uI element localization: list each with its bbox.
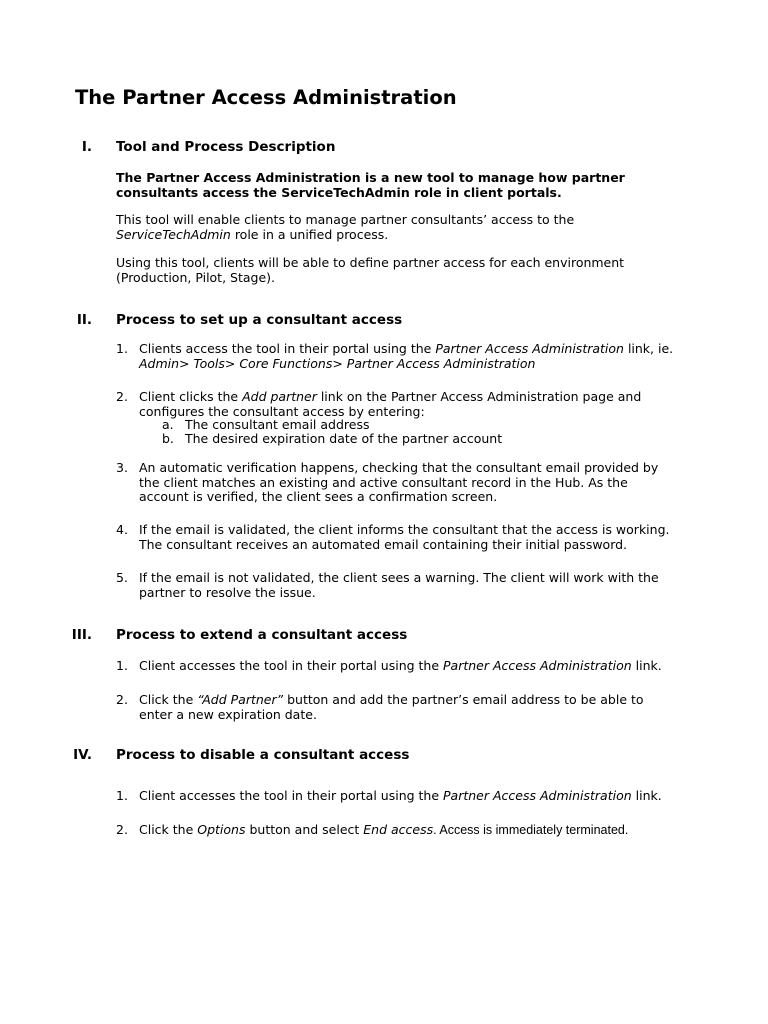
p3-line-2: (Production, Pilot, Stage). <box>116 269 276 285</box>
item-number: 3. <box>116 460 128 475</box>
item-text: Click the <box>139 692 198 707</box>
item-text: Client clicks the <box>139 389 243 404</box>
item-text: link on the Partner Access Administration page and <box>316 389 642 404</box>
item-text: button and select <box>245 822 364 837</box>
item-text: Client accesses the tool in their portal using the <box>139 788 444 803</box>
item-text: account is verified, the client sees a confirmation screen. <box>139 489 498 504</box>
item-text: link, ie. <box>623 341 674 356</box>
item-text: configures the consultant access by entering: <box>139 403 425 419</box>
item-button-text: “Add Partner” <box>197 692 284 707</box>
section-1-paragraph-3 <box>116 256 716 285</box>
item-text: . Access is immediately terminated. <box>433 823 629 837</box>
section-3-number: III. <box>71 627 92 643</box>
item-link-text: Partner Access Administration <box>435 341 624 356</box>
item-text: The consultant receives an automated email containing their initial password. <box>139 536 628 552</box>
section-3-title: Process to extend a consultant access <box>116 627 408 643</box>
section-1-paragraph-2 <box>116 213 716 242</box>
item-number: 1. <box>116 788 128 803</box>
item-text: button and add the partner’s email address to be able to <box>283 692 644 707</box>
item-text: link. <box>631 788 662 803</box>
item-number: 5. <box>116 570 128 585</box>
p3-line-1: Using this tool, clients will be able to define partner access for each environment <box>116 255 625 270</box>
item-number: 2. <box>116 692 128 707</box>
sub-item-text: The desired expiration date of the partner account <box>185 431 503 446</box>
item-button-text: Options <box>197 822 246 837</box>
item-link-text: Add partner <box>242 389 317 404</box>
section-1-title: Tool and Process Description <box>116 139 336 155</box>
section-2-title: Process to set up a consultant access <box>116 312 403 328</box>
p2-line-1: This tool will enable clients to manage partner consultants’ access to the <box>116 212 575 227</box>
item-link-text: Partner Access Administration <box>443 788 632 803</box>
p2-rest: role in a unified process. <box>230 226 389 242</box>
item-text: enter a new expiration date. <box>139 706 317 722</box>
item-text: partner to resolve the issue. <box>139 584 316 600</box>
sub-item-text: The consultant email address <box>185 417 370 432</box>
section-2-number: II. <box>76 312 92 328</box>
p2-line-2 <box>116 228 716 243</box>
item-number: 2. <box>116 822 128 837</box>
item-number: 1. <box>116 341 128 356</box>
item-text: Client accesses the tool in their portal using the <box>139 658 444 673</box>
section-4-number: IV. <box>73 747 92 763</box>
item-path-text: Admin> Tools> Core Functions> Partner Access Administration <box>139 355 536 371</box>
item-number: 2. <box>116 389 128 404</box>
item-text: the client matches an existing and active consultant record in the Hub. As the <box>139 474 628 490</box>
item-number: 1. <box>116 658 128 673</box>
item-text: Clients access the tool in their portal using the <box>139 341 436 356</box>
sub-item-letter: a. <box>162 417 174 432</box>
item-link-text: Partner Access Administration <box>443 658 632 673</box>
item-text: Click the <box>139 822 198 837</box>
item-text: If the email is validated, the client informs the consultant that the access is working. <box>139 522 670 537</box>
item-number: 4. <box>116 522 128 537</box>
intro-line-1: The Partner Access Administration is a new tool to manage how partner <box>116 170 625 185</box>
section-1-number: I. <box>81 139 92 155</box>
intro-line-2: consultants access the ServiceTechAdmin role in client portals. <box>116 184 562 200</box>
item-text: An automatic verification happens, checking that the consultant email provided by <box>139 460 659 475</box>
p2-italic: ServiceTechAdmin <box>116 226 231 242</box>
page-title: The Partner Access Administration <box>75 86 457 109</box>
item-action-text: End access <box>363 822 434 837</box>
section-1-intro <box>116 171 716 200</box>
item-text: If the email is not validated, the client sees a warning. The client will work with the <box>139 570 659 585</box>
item-text: link. <box>631 658 662 673</box>
section-4-title: Process to disable a consultant access <box>116 747 410 763</box>
sub-item-letter: b. <box>162 431 174 446</box>
